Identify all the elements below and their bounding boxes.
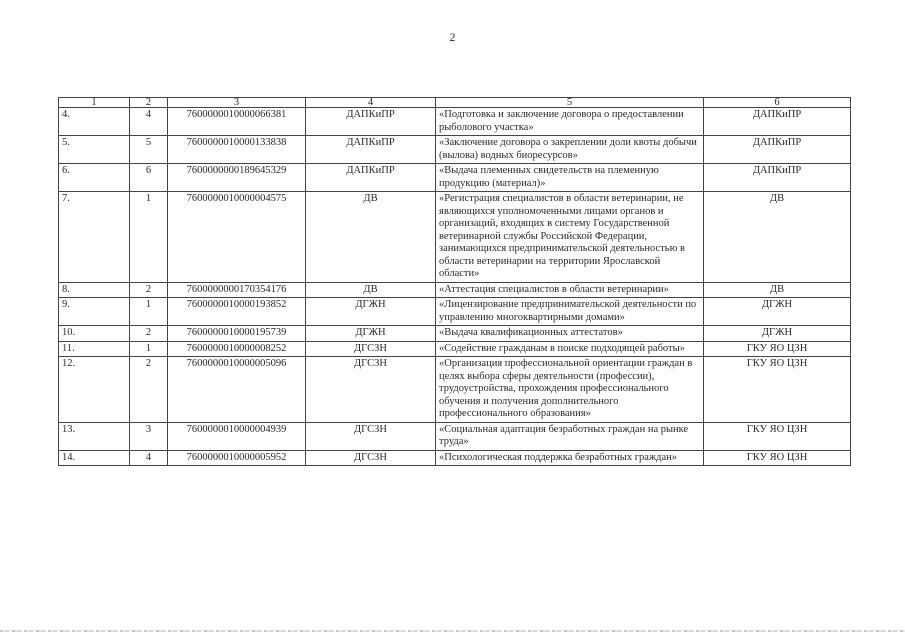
cell-name: «Заключение договора о закреплении доли квоты добычи (вылова) водных биоресурсов» [436, 136, 704, 164]
cell-code: 7600000010000004575 [168, 192, 306, 283]
cell-sub: 1 [130, 341, 168, 357]
cell-name: «Содействие гражданам в поиске подходящей работы» [436, 341, 704, 357]
cell-sub: 2 [130, 282, 168, 298]
cell-name: «Подготовка и заключение договора о предоставлении рыболового участка» [436, 108, 704, 136]
table-row [59, 298, 851, 326]
table-row [59, 341, 851, 357]
cell-code: 7600000010000066381 [168, 108, 306, 136]
cell-n: 7. [59, 192, 130, 283]
table-row [59, 164, 851, 192]
cell-exec: ДВ [704, 282, 851, 298]
cell-sub: 2 [130, 326, 168, 342]
cell-n: 8. [59, 282, 130, 298]
cell-sub: 3 [130, 422, 168, 450]
cell-dept: ДАПКиПР [306, 136, 436, 164]
cell-exec: ДАПКиПР [704, 136, 851, 164]
cell-code: 7600000010000005952 [168, 450, 306, 466]
cell-sub: 4 [130, 450, 168, 466]
cell-name: «Лицензирование предпринимательской деятельности по управлению многоквартирными домами» [436, 298, 704, 326]
cell-code: 7600000010000004939 [168, 422, 306, 450]
cell-code: 7600000010000133838 [168, 136, 306, 164]
cell-dept: ДГСЗН [306, 357, 436, 423]
table-row [59, 108, 851, 136]
cell-n: 12. [59, 357, 130, 423]
table-row [59, 326, 851, 342]
cell-n: 13. [59, 422, 130, 450]
cell-dept: ДГЖН [306, 326, 436, 342]
services-table [58, 97, 851, 466]
cell-name: «Организация профессиональной ориентации граждан в целях выбора сферы деятельности (профессии), трудоустройства, прохождения профессионального обучения и получения дополнительного профессионального образования» [436, 357, 704, 423]
cell-sub: 1 [130, 298, 168, 326]
page-number: 2 [449, 30, 456, 44]
cell-dept: ДГСЗН [306, 422, 436, 450]
header-cell: 5 [436, 98, 704, 108]
cell-exec: ДГЖН [704, 326, 851, 342]
cell-code: 7600000010000008252 [168, 341, 306, 357]
cell-dept: ДАПКиПР [306, 164, 436, 192]
cell-n: 4. [59, 108, 130, 136]
cell-exec: ДАПКиПР [704, 164, 851, 192]
cell-sub: 1 [130, 192, 168, 283]
table-row [59, 192, 851, 283]
cell-exec: ДГЖН [704, 298, 851, 326]
cell-sub: 4 [130, 108, 168, 136]
cell-dept: ДГСЗН [306, 341, 436, 357]
header-cell: 3 [168, 98, 306, 108]
header-cell: 4 [306, 98, 436, 108]
table-row [59, 282, 851, 298]
cell-sub: 5 [130, 136, 168, 164]
table-row [59, 422, 851, 450]
cell-code: 7600000000170354176 [168, 282, 306, 298]
cell-exec: ДВ [704, 192, 851, 283]
cell-n: 6. [59, 164, 130, 192]
cell-dept: ДГЖН [306, 298, 436, 326]
cell-name: «Регистрация специалистов в области ветеринарии, не являющихся уполномоченными лицами органов и организаций, входящих в систему Государственной ветеринарной службы Российской Федерации, занимающихся предпринимательской деятельностью в области ветеринарии на территории Ярославской области» [436, 192, 704, 283]
cell-name: «Выдача племенных свидетельств на племенную продукцию (материал)» [436, 164, 704, 192]
cell-code: 7600000010000193852 [168, 298, 306, 326]
cell-exec: ГКУ ЯО ЦЗН [704, 341, 851, 357]
header-cell: 1 [59, 98, 130, 108]
cell-name: «Выдача квалификационных аттестатов» [436, 326, 704, 342]
cell-name: «Психологическая поддержка безработных граждан» [436, 450, 704, 466]
table-row [59, 357, 851, 423]
cell-dept: ДГСЗН [306, 450, 436, 466]
cell-dept: ДВ [306, 192, 436, 283]
header-cell: 6 [704, 98, 851, 108]
table-row [59, 136, 851, 164]
cell-exec: ГКУ ЯО ЦЗН [704, 357, 851, 423]
cell-sub: 6 [130, 164, 168, 192]
cell-code: 7600000000189645329 [168, 164, 306, 192]
header-cell: 2 [130, 98, 168, 108]
scan-artifact-line [0, 630, 905, 632]
cell-n: 14. [59, 450, 130, 466]
cell-name: «Социальная адаптация безработных граждан на рынке труда» [436, 422, 704, 450]
cell-name: «Аттестация специалистов в области ветеринарии» [436, 282, 704, 298]
cell-exec: ГКУ ЯО ЦЗН [704, 422, 851, 450]
cell-code: 7600000010000195739 [168, 326, 306, 342]
cell-dept: ДАПКиПР [306, 108, 436, 136]
table-header-row [59, 98, 851, 108]
cell-exec: ДАПКиПР [704, 108, 851, 136]
cell-n: 11. [59, 341, 130, 357]
cell-n: 9. [59, 298, 130, 326]
cell-n: 5. [59, 136, 130, 164]
cell-exec: ГКУ ЯО ЦЗН [704, 450, 851, 466]
cell-code: 7600000010000005096 [168, 357, 306, 423]
table-row [59, 450, 851, 466]
cell-n: 10. [59, 326, 130, 342]
cell-dept: ДВ [306, 282, 436, 298]
cell-sub: 2 [130, 357, 168, 423]
